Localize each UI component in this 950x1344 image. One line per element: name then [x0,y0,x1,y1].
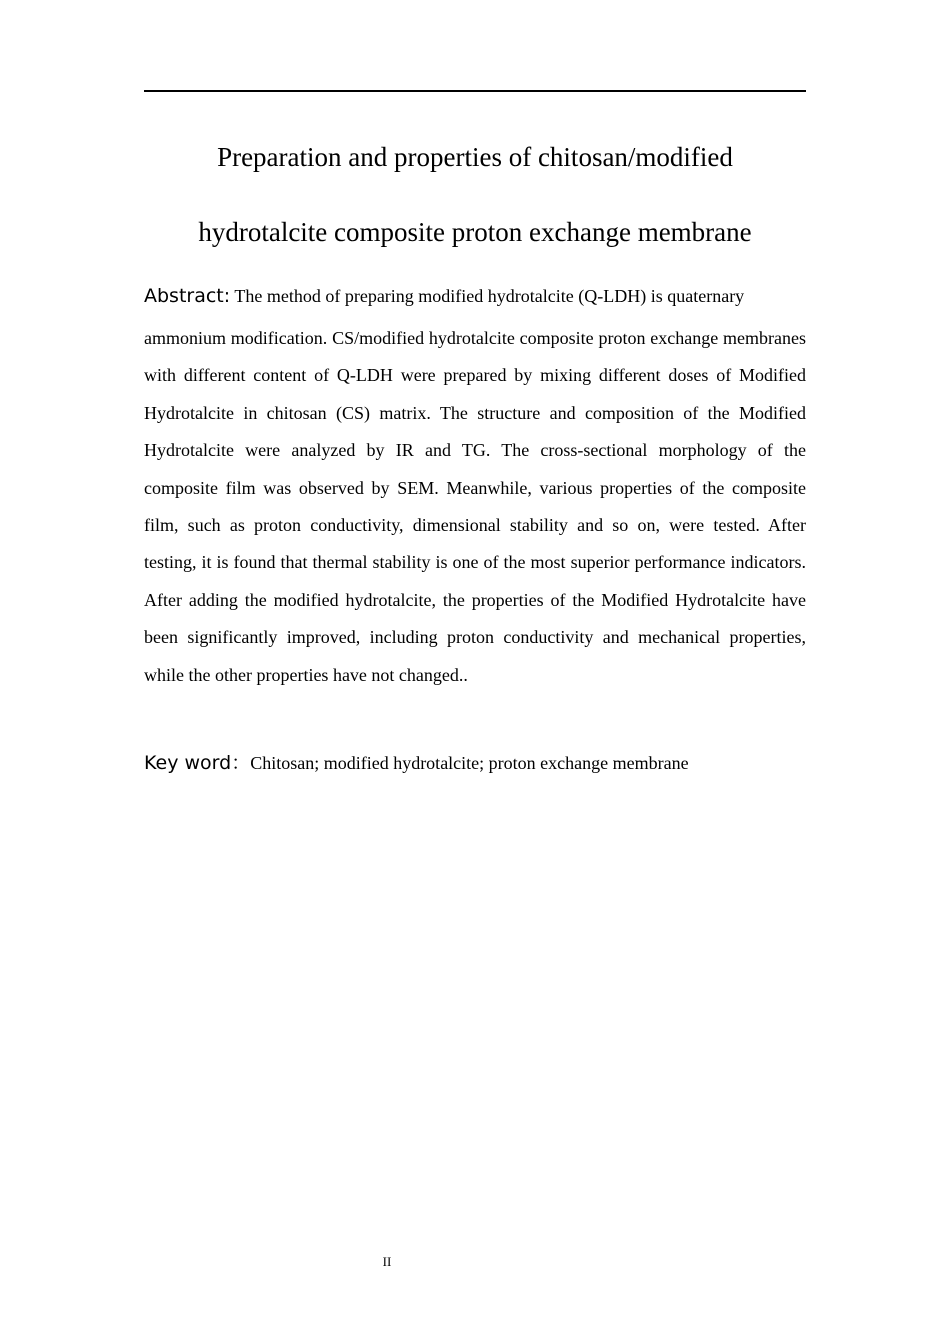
abstract-label: Abstract: [144,285,231,307]
keywords-label: Key word： [144,752,251,774]
title-line-1: Preparation and properties of chitosan/modified [217,142,733,172]
abstract-first-line-text: The method of preparing modified hydrotalcite (Q-LDH) is quaternary [234,286,745,306]
header-rule [144,90,806,92]
abstract-body: ammonium modification. CS/modified hydrotalcite composite proton exchange membranes with different content of Q-LDH were prepared by mixing different doses of Modified Hydrotalcite in chitosan (CS) matrix. The structure and composition of the Modified Hydrotalcite were analyzed by IR and TG. The cross-sectional morphology of the composite film was observed by SEM. Meanwhile, various properties of the composite film, such as proton conductivity, dimensional stability and so on, were tested. After testing, it is found that thermal stability is one of the most superior performance indicators. After adding the modified hydrotalcite, the properties of the Modified Hydrotalcite have been significantly improved, including proton conductivity and mechanical properties, while the other properties have not changed.. [144,328,806,685]
keywords-text: Chitosan; modified hydrotalcite; proton exchange membrane [250,753,689,773]
abstract-paragraph [144,272,806,694]
paper-title [144,120,806,270]
keywords-line [144,745,806,782]
abstract-first-line [144,286,744,306]
title-line-2: hydrotalcite composite proton exchange membrane [198,217,752,247]
page-number: II [382,1254,392,1269]
